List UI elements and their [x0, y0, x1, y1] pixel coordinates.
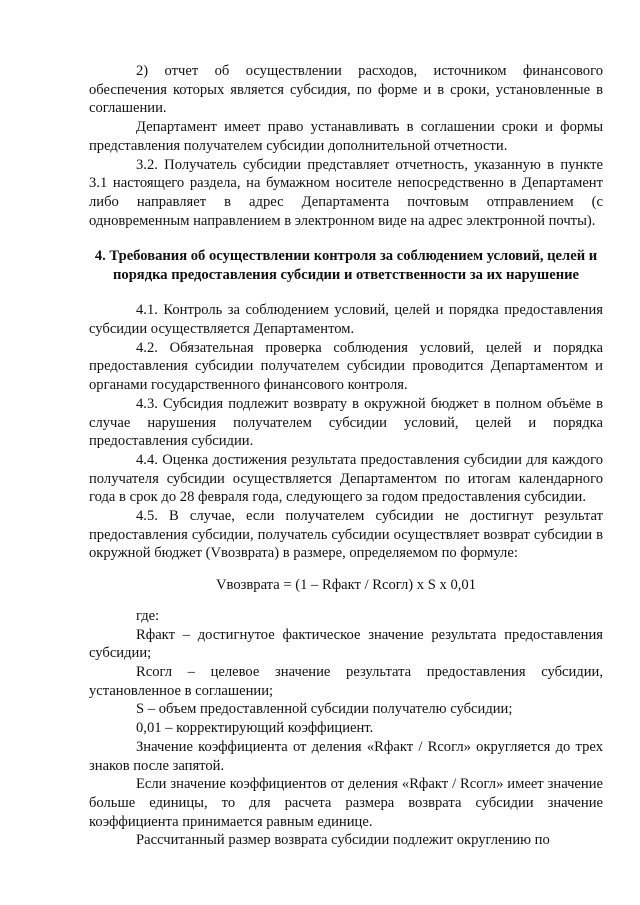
definition-rfact: Rфакт – достигнутое фактическое значение результата предоставления субсидии;	[89, 626, 603, 662]
paragraph-4-1: 4.1. Контроль за соблюдением условий, целей и порядка предоставления субсидии осуществляется Департаментом.	[89, 302, 603, 338]
paragraph-additional-reporting: Департамент имеет право устанавливать в соглашении сроки и формы представления получателем субсидии дополнительной отчетности.	[89, 119, 603, 154]
section-4-heading: 4. Требования об осуществлении контроля за соблюдением условий, целей и порядка предоставления субсидии и ответственности за их нарушение	[94, 248, 598, 284]
definition-s: S – объем предоставленной субсидии получателю субсидии;	[136, 701, 513, 718]
paragraph-coefficient-above-one: Если значение коэффициентов от деления «Rфакт / Rсогл» имеет значение больше единицы, то для расчета размера возврата субсидии значение коэффициента принимается равным единице.	[89, 776, 603, 830]
paragraph-rounding-coefficient: Значение коэффициента от деления «Rфакт / Rсогл» округляется до трех знаков после запятой.	[89, 738, 603, 774]
paragraph-4-3: 4.3. Субсидия подлежит возврату в окружной бюджет в полном объёме в случае нарушения получателем субсидии условий, целей и порядка предоставления субсидии.	[89, 395, 603, 450]
paragraph-4-2: 4.2. Обязательная проверка соблюдения условий, целей и порядка предоставления субсидии получателем субсидии проводится Департаментом и органами государственного финансового контроля.	[89, 339, 603, 394]
paragraph-return-rounding: Рассчитанный размер возврата субсидии подлежит округлению по	[136, 832, 550, 849]
return-formula: Vвозврата = (1 – Rфакт / Rсогл) x S x 0,01	[215, 577, 477, 594]
document-page	[89, 62, 603, 850]
paragraph-3-2: 3.2. Получатель субсидии представляет отчетность, указанную в пункте 3.1 настоящего раздела, на бумажном носителе непосредственно в Департамент либо направляет в адрес Департамента почтовым отправлением (с одновременным направлением в электронном виде на адрес электронной почты).	[89, 156, 603, 229]
paragraph-4-4: 4.4. Оценка достижения результата предоставления субсидии для каждого получателя субсидии осуществляется Департаментом по итогам календарного года в срок до 28 февраля года, следующего за годом предоставления субсидии.	[89, 451, 603, 506]
where-label: где:	[136, 607, 160, 624]
definition-coefficient: 0,01 – корректирующий коэффициент.	[136, 720, 374, 737]
definition-rsogl: Rсогл – целевое значение результата предоставления субсидии, установленное в соглашении;	[89, 663, 603, 699]
paragraph-4-5: 4.5. В случае, если получателем субсидии не достигнут результат предоставления субсидии, получатель субсидии осуществляет возврат субсидии в окружной бюджет (Vвозврата) в размере, определяемом по формуле:	[89, 508, 603, 562]
paragraph-report-expenses: 2) отчет об осуществлении расходов, источником финансового обеспечения которых является субсидия, по форме и в сроки, установленные в соглашении.	[89, 63, 603, 117]
